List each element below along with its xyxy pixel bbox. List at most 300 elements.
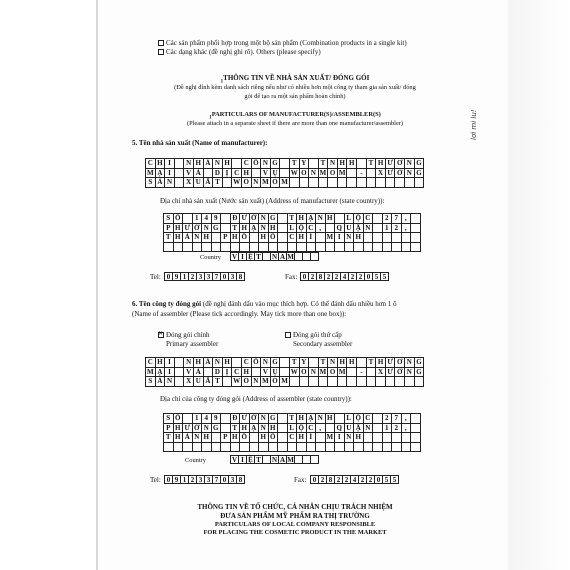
char-cell[interactable]: 5	[373, 273, 381, 280]
char-cell[interactable]: G	[269, 414, 279, 424]
char-cell[interactable]	[335, 243, 345, 253]
char-cell[interactable]: V	[231, 253, 238, 261]
char-cell[interactable]	[303, 456, 311, 463]
char-cell[interactable]: C	[307, 424, 317, 434]
char-cell[interactable]	[309, 159, 319, 169]
char-cell[interactable]	[392, 243, 402, 253]
char-cell[interactable]	[309, 377, 319, 387]
char-cell[interactable]	[250, 433, 260, 443]
char-cell[interactable]: N	[165, 377, 175, 387]
char-cell[interactable]: N	[316, 414, 326, 424]
char-cell[interactable]: 1	[181, 273, 189, 280]
char-cell[interactable]: X	[376, 368, 386, 378]
char-cell[interactable]: X	[184, 377, 194, 387]
char-cell[interactable]: -	[357, 169, 367, 179]
char-cell[interactable]: 2	[333, 273, 341, 280]
char-cell[interactable]: Ệ	[247, 253, 255, 260]
char-cell[interactable]: Ơ	[395, 358, 405, 368]
char-cell[interactable]	[415, 377, 425, 387]
char-cell[interactable]: I	[335, 433, 345, 443]
char-cell[interactable]: L	[288, 224, 298, 234]
char-cell[interactable]: 2	[359, 476, 367, 483]
char-cell[interactable]: I	[165, 159, 175, 169]
char-cell[interactable]: N	[309, 169, 319, 179]
char-cell[interactable]	[357, 159, 367, 169]
char-cell[interactable]: M	[326, 433, 334, 441]
char-cell[interactable]	[357, 358, 367, 368]
char-cell[interactable]: 8	[237, 476, 245, 483]
char-cell[interactable]: Ệ	[247, 456, 255, 463]
char-cell[interactable]	[383, 443, 393, 453]
char-cell[interactable]	[174, 243, 184, 253]
char-cell[interactable]: P	[164, 224, 174, 234]
char-cell[interactable]: O	[271, 377, 281, 387]
char-cell[interactable]	[309, 178, 319, 188]
char-cell[interactable]: 9	[212, 214, 222, 224]
char-cell[interactable]: 4	[202, 414, 212, 424]
char-cell[interactable]	[357, 377, 367, 387]
char-cell[interactable]	[231, 243, 241, 253]
char-cell[interactable]: 0	[311, 476, 319, 483]
char-cell[interactable]: T	[164, 433, 174, 443]
char-cell[interactable]: 7	[392, 214, 402, 224]
assembler-country-grid[interactable]	[230, 455, 319, 464]
char-cell[interactable]: 2	[392, 224, 402, 234]
char-cell[interactable]: I	[335, 233, 345, 243]
char-cell[interactable]: H	[231, 233, 241, 243]
char-cell[interactable]	[259, 243, 269, 253]
char-cell[interactable]: C	[364, 414, 374, 424]
char-cell[interactable]: P	[221, 233, 231, 243]
char-cell[interactable]	[250, 443, 260, 453]
char-cell[interactable]	[300, 377, 310, 387]
char-cell[interactable]: N	[165, 178, 175, 188]
char-cell[interactable]	[415, 178, 425, 188]
char-cell[interactable]	[278, 424, 288, 434]
char-cell[interactable]	[364, 243, 374, 253]
char-cell[interactable]: H	[297, 414, 307, 424]
char-cell[interactable]: Ạ	[250, 224, 260, 234]
checkbox-primary-assembler[interactable]	[158, 332, 164, 338]
char-cell[interactable]: W	[290, 367, 298, 376]
char-cell[interactable]: N	[252, 377, 262, 387]
char-cell[interactable]: N	[261, 358, 271, 368]
char-cell[interactable]: G	[212, 424, 222, 434]
char-cell[interactable]: 5	[383, 476, 391, 483]
char-cell[interactable]: N	[345, 233, 355, 243]
char-cell[interactable]: Ờ	[193, 424, 203, 434]
char-cell[interactable]: H	[174, 233, 184, 243]
char-cell[interactable]: I	[239, 456, 247, 463]
char-cell[interactable]: Ị	[223, 368, 233, 378]
char-cell[interactable]	[278, 224, 288, 234]
char-cell[interactable]: V	[261, 368, 271, 378]
char-cell[interactable]	[252, 368, 262, 378]
char-cell[interactable]	[221, 443, 231, 453]
checkbox-other[interactable]	[158, 49, 164, 55]
char-cell[interactable]	[307, 443, 317, 453]
char-cell[interactable]: 3	[229, 476, 237, 483]
char-cell[interactable]: G	[271, 159, 281, 169]
char-cell[interactable]	[183, 243, 193, 253]
char-cell[interactable]: N	[193, 233, 203, 243]
char-cell[interactable]: H	[194, 358, 204, 368]
char-cell[interactable]: L	[345, 414, 355, 424]
char-cell[interactable]: À	[194, 368, 204, 378]
char-cell[interactable]: V	[231, 456, 238, 464]
char-cell[interactable]	[376, 377, 386, 387]
char-cell[interactable]: U	[345, 224, 355, 234]
char-cell[interactable]: ,	[402, 224, 412, 234]
char-cell[interactable]: 2	[189, 476, 197, 483]
char-cell[interactable]	[335, 214, 345, 224]
char-cell[interactable]: H	[347, 159, 357, 169]
char-cell[interactable]	[204, 368, 214, 378]
char-cell[interactable]: H	[202, 233, 212, 243]
char-cell[interactable]: N	[405, 159, 415, 169]
char-cell[interactable]: H	[202, 433, 212, 443]
char-cell[interactable]: 8	[237, 273, 245, 280]
char-cell[interactable]: 1	[193, 414, 203, 424]
char-cell[interactable]: Ở	[395, 169, 405, 179]
char-cell[interactable]: Ư	[386, 358, 396, 368]
char-cell[interactable]: H	[326, 214, 336, 224]
char-cell[interactable]: C	[364, 214, 374, 224]
char-cell[interactable]: 3	[205, 273, 213, 280]
char-cell[interactable]: N	[316, 214, 326, 224]
char-cell[interactable]: 4	[202, 214, 212, 224]
char-cell[interactable]: N	[184, 358, 194, 368]
char-cell[interactable]	[411, 243, 421, 253]
char-cell[interactable]	[405, 377, 415, 387]
char-cell[interactable]	[395, 178, 405, 188]
char-cell[interactable]: Ộ	[297, 224, 307, 234]
char-cell[interactable]	[319, 377, 329, 387]
char-cell[interactable]	[174, 443, 184, 453]
char-cell[interactable]	[383, 243, 393, 253]
char-cell[interactable]: H	[269, 424, 279, 434]
char-cell[interactable]: H	[354, 433, 364, 443]
char-cell[interactable]	[164, 443, 174, 453]
char-cell[interactable]: H	[156, 159, 166, 169]
char-cell[interactable]: O	[328, 368, 338, 378]
char-cell[interactable]	[193, 443, 203, 453]
char-cell[interactable]	[263, 456, 271, 463]
char-cell[interactable]: N	[405, 358, 415, 368]
char-cell[interactable]: Ạ	[156, 368, 166, 378]
char-cell[interactable]	[278, 214, 288, 224]
char-cell[interactable]: N	[345, 433, 355, 443]
char-cell[interactable]: N	[184, 159, 194, 169]
char-cell[interactable]: G	[269, 214, 279, 224]
char-cell[interactable]: H	[297, 214, 307, 224]
char-cell[interactable]	[326, 443, 336, 453]
char-cell[interactable]	[202, 443, 212, 453]
assembler-fax-grid[interactable]	[310, 475, 399, 484]
char-cell[interactable]: 2	[349, 273, 357, 280]
char-cell[interactable]	[354, 243, 364, 253]
char-cell[interactable]	[402, 233, 412, 243]
char-cell[interactable]	[392, 433, 402, 443]
assembler-name-grid[interactable]	[145, 357, 424, 387]
char-cell[interactable]: C	[288, 233, 298, 243]
char-cell[interactable]: T	[290, 358, 300, 368]
char-cell[interactable]: M	[281, 377, 288, 385]
char-cell[interactable]: 2	[319, 476, 327, 483]
char-cell[interactable]: Ố	[240, 233, 250, 243]
char-cell[interactable]	[383, 433, 393, 443]
char-cell[interactable]: Ờ	[193, 224, 203, 234]
char-cell[interactable]: T	[231, 424, 241, 434]
char-cell[interactable]: Ậ	[354, 224, 364, 234]
char-cell[interactable]: Ả	[156, 178, 166, 188]
char-cell[interactable]: 0	[165, 476, 173, 483]
char-cell[interactable]: M	[262, 178, 269, 186]
char-cell[interactable]: 0	[221, 273, 229, 280]
char-cell[interactable]: N	[364, 224, 374, 234]
char-cell[interactable]: Ộ	[354, 414, 364, 424]
char-cell[interactable]	[175, 169, 185, 179]
char-cell[interactable]: V	[261, 169, 271, 179]
char-cell[interactable]	[240, 243, 250, 253]
char-cell[interactable]	[232, 358, 242, 368]
char-cell[interactable]: N	[261, 159, 271, 169]
char-cell[interactable]: M	[287, 456, 294, 464]
char-cell[interactable]: H	[347, 358, 357, 368]
char-cell[interactable]	[376, 178, 386, 188]
char-cell[interactable]: T	[367, 159, 377, 169]
char-cell[interactable]: 7	[392, 414, 402, 424]
char-cell[interactable]	[303, 253, 311, 260]
char-cell[interactable]	[347, 368, 357, 378]
char-cell[interactable]: 3	[197, 476, 205, 483]
char-cell[interactable]: Í	[307, 433, 317, 443]
char-cell[interactable]: M	[326, 233, 334, 241]
char-cell[interactable]	[319, 178, 329, 188]
char-cell[interactable]	[326, 243, 336, 253]
char-cell[interactable]	[386, 377, 396, 387]
char-cell[interactable]: W	[233, 377, 241, 385]
assembler-tel-grid[interactable]	[164, 475, 245, 484]
char-cell[interactable]: N	[193, 433, 203, 443]
char-cell[interactable]: N	[271, 253, 278, 261]
char-cell[interactable]	[311, 253, 319, 260]
char-cell[interactable]	[392, 443, 402, 453]
char-cell[interactable]: À	[194, 169, 204, 179]
char-cell[interactable]	[288, 243, 298, 253]
char-cell[interactable]	[402, 433, 412, 443]
char-cell[interactable]: N	[252, 178, 262, 188]
char-cell[interactable]: N	[213, 159, 223, 169]
assembler-address-grid[interactable]	[163, 413, 421, 452]
char-cell[interactable]	[280, 368, 290, 378]
char-cell[interactable]: À	[183, 233, 193, 243]
char-cell[interactable]: H	[354, 233, 364, 243]
char-cell[interactable]	[373, 214, 383, 224]
char-cell[interactable]: Ư	[183, 224, 193, 234]
char-cell[interactable]	[183, 214, 193, 224]
char-cell[interactable]	[221, 214, 231, 224]
char-cell[interactable]	[175, 377, 185, 387]
char-cell[interactable]	[395, 377, 405, 387]
char-cell[interactable]	[411, 414, 421, 424]
char-cell[interactable]: Q	[335, 224, 345, 234]
char-cell[interactable]: 3	[205, 476, 213, 483]
char-cell[interactable]: 2	[189, 273, 197, 280]
char-cell[interactable]	[373, 233, 383, 243]
char-cell[interactable]: Y	[300, 159, 310, 169]
char-cell[interactable]: 0	[375, 476, 383, 483]
char-cell[interactable]: H	[223, 358, 233, 368]
char-cell[interactable]: H	[259, 433, 269, 443]
char-cell[interactable]: A	[279, 253, 286, 261]
char-cell[interactable]: N	[309, 368, 319, 378]
char-cell[interactable]: Ố	[174, 214, 184, 224]
char-cell[interactable]: M	[287, 253, 294, 261]
char-cell[interactable]	[367, 368, 377, 378]
char-cell[interactable]: 2	[335, 476, 343, 483]
char-cell[interactable]: H	[338, 358, 348, 368]
char-cell[interactable]: H	[240, 224, 250, 234]
char-cell[interactable]: T	[231, 224, 241, 234]
char-cell[interactable]	[373, 443, 383, 453]
char-cell[interactable]: Y	[300, 358, 310, 368]
char-cell[interactable]	[280, 159, 290, 169]
char-cell[interactable]	[411, 433, 421, 443]
char-cell[interactable]	[278, 433, 288, 443]
char-cell[interactable]: S	[164, 414, 174, 424]
char-cell[interactable]	[297, 443, 307, 453]
char-cell[interactable]: Ạ	[250, 424, 260, 434]
char-cell[interactable]: T	[367, 358, 377, 368]
char-cell[interactable]	[269, 443, 279, 453]
char-cell[interactable]: P	[164, 424, 174, 434]
char-cell[interactable]: Ờ	[250, 414, 260, 424]
char-cell[interactable]	[411, 224, 421, 234]
char-cell[interactable]	[402, 243, 412, 253]
char-cell[interactable]: N	[213, 358, 223, 368]
char-cell[interactable]: 7	[213, 476, 221, 483]
char-cell[interactable]: M	[146, 168, 154, 177]
checkbox-secondary-assembler[interactable]	[285, 332, 291, 338]
char-cell[interactable]: ,	[316, 424, 326, 434]
char-cell[interactable]: H	[297, 233, 307, 243]
char-cell[interactable]: H	[174, 424, 184, 434]
char-cell[interactable]: 3	[197, 273, 205, 280]
char-cell[interactable]: H	[231, 433, 241, 443]
char-cell[interactable]: -	[357, 368, 367, 378]
char-cell[interactable]: Đ	[231, 214, 241, 224]
char-cell[interactable]: Ấ	[204, 377, 214, 387]
char-cell[interactable]	[411, 214, 421, 224]
char-cell[interactable]	[326, 224, 336, 234]
char-cell[interactable]	[411, 443, 421, 453]
char-cell[interactable]: M	[146, 367, 154, 376]
char-cell[interactable]: C	[146, 159, 156, 169]
char-cell[interactable]: G	[415, 368, 425, 378]
char-cell[interactable]: M	[319, 367, 327, 376]
char-cell[interactable]: Á	[204, 358, 214, 368]
char-cell[interactable]	[364, 443, 374, 453]
char-cell[interactable]	[392, 233, 402, 243]
char-cell[interactable]	[300, 178, 310, 188]
char-cell[interactable]: Ố	[240, 433, 250, 443]
char-cell[interactable]	[316, 443, 326, 453]
char-cell[interactable]: H	[259, 233, 269, 243]
char-cell[interactable]: Ư	[386, 159, 396, 169]
char-cell[interactable]: O	[328, 169, 338, 179]
char-cell[interactable]: Ư	[183, 424, 193, 434]
char-cell[interactable]	[345, 243, 355, 253]
char-cell[interactable]: H	[297, 433, 307, 443]
char-cell[interactable]: H	[156, 358, 166, 368]
char-cell[interactable]: 0	[301, 273, 309, 280]
char-cell[interactable]: N	[259, 224, 269, 234]
char-cell[interactable]: Ạ	[156, 169, 166, 179]
char-cell[interactable]: 1	[383, 224, 393, 234]
char-cell[interactable]: H	[174, 224, 184, 234]
char-cell[interactable]: Ấ	[204, 178, 214, 188]
char-cell[interactable]	[212, 233, 222, 243]
char-cell[interactable]	[347, 169, 357, 179]
char-cell[interactable]: D	[213, 169, 223, 179]
char-cell[interactable]	[411, 424, 421, 434]
char-cell[interactable]	[250, 243, 260, 253]
char-cell[interactable]: 2	[392, 424, 402, 434]
char-cell[interactable]	[373, 414, 383, 424]
char-cell[interactable]: V	[184, 169, 194, 179]
char-cell[interactable]: S	[146, 178, 156, 188]
char-cell[interactable]	[316, 243, 326, 253]
char-cell[interactable]: T	[288, 414, 298, 424]
char-cell[interactable]: 2	[343, 476, 351, 483]
char-cell[interactable]: W	[290, 168, 298, 177]
char-cell[interactable]: X	[184, 178, 194, 188]
char-cell[interactable]: H	[376, 358, 386, 368]
char-cell[interactable]	[316, 433, 326, 443]
char-cell[interactable]	[373, 424, 383, 434]
char-cell[interactable]: I	[165, 169, 175, 179]
manufacturer-address-grid[interactable]	[163, 213, 421, 252]
char-cell[interactable]	[193, 243, 203, 253]
manufacturer-name-grid[interactable]	[145, 158, 424, 188]
char-cell[interactable]	[269, 243, 279, 253]
char-cell[interactable]: 7	[213, 273, 221, 280]
char-cell[interactable]: N	[259, 414, 269, 424]
char-cell[interactable]: 1	[181, 476, 189, 483]
char-cell[interactable]	[354, 443, 364, 453]
char-cell[interactable]	[357, 178, 367, 188]
char-cell[interactable]	[335, 443, 345, 453]
char-cell[interactable]	[411, 233, 421, 243]
char-cell[interactable]: I	[165, 368, 175, 378]
char-cell[interactable]	[364, 433, 374, 443]
char-cell[interactable]: C	[146, 358, 156, 368]
char-cell[interactable]: Ậ	[354, 424, 364, 434]
char-cell[interactable]: Ư	[386, 368, 396, 378]
char-cell[interactable]	[367, 377, 377, 387]
char-cell[interactable]	[164, 243, 174, 253]
char-cell[interactable]: Ồ	[269, 433, 279, 443]
char-cell[interactable]: 1	[383, 424, 393, 434]
char-cell[interactable]: M	[338, 168, 346, 177]
char-cell[interactable]: T	[319, 358, 329, 368]
char-cell[interactable]	[212, 443, 222, 453]
char-cell[interactable]	[367, 178, 377, 188]
char-cell[interactable]: C	[288, 433, 298, 443]
char-cell[interactable]: Ờ	[250, 214, 260, 224]
char-cell[interactable]: 4	[351, 476, 359, 483]
